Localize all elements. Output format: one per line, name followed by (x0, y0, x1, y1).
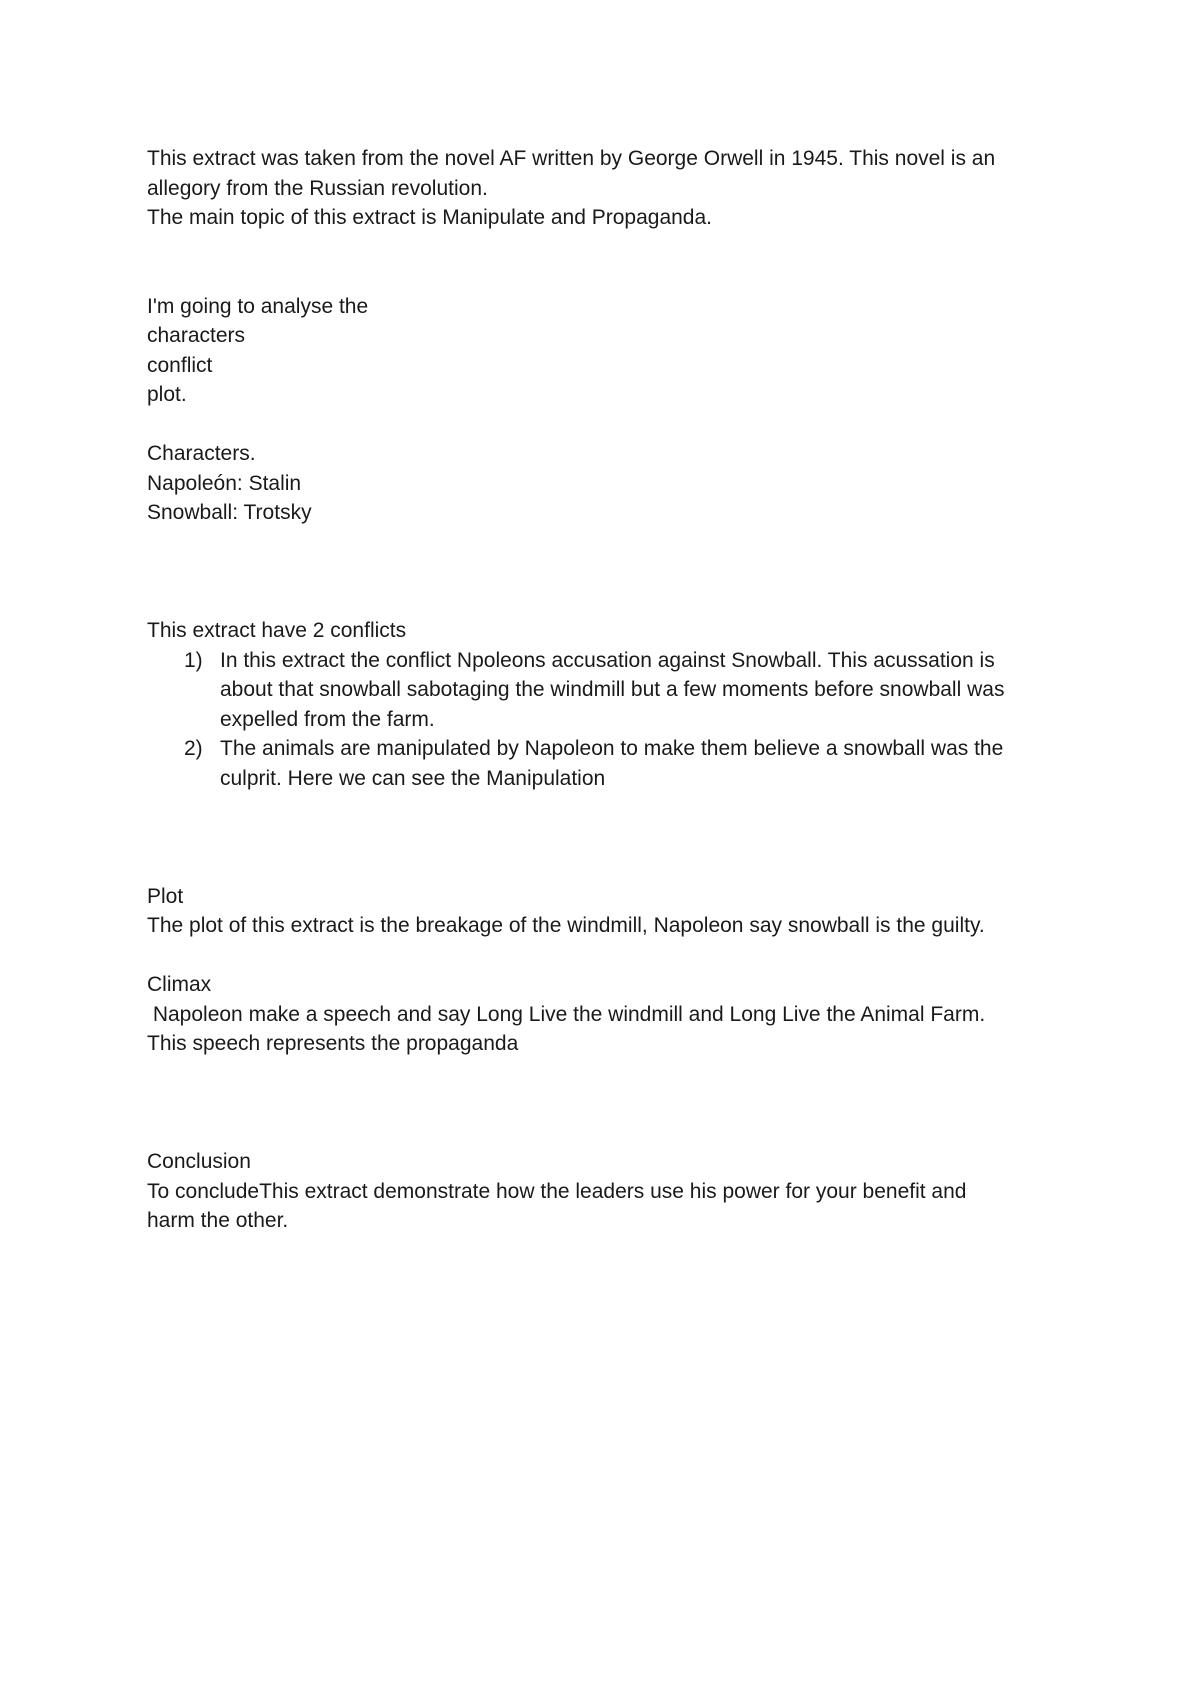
analysis-item-plot: plot. (147, 383, 187, 406)
intro-line-1: This extract was taken from the novel AF written by George Orwell in 1945. This novel is an (147, 147, 996, 170)
spacer (147, 233, 1077, 292)
list-number: 1) (184, 648, 203, 672)
spacer (147, 410, 1077, 440)
analysis-intro: I'm going to analyse the (147, 294, 369, 318)
conflicts-section (147, 616, 1077, 793)
spacer (147, 1059, 1077, 1148)
analysis-list (147, 292, 1077, 410)
climax-section (147, 970, 1077, 1059)
conclusion-heading: Conclusion (147, 1150, 251, 1173)
climax-line-2: This speech represents the propaganda (147, 1032, 519, 1055)
conflicts-list (147, 646, 1077, 794)
characters-section (147, 439, 1077, 528)
character-snowball: Snowball: Trotsky (147, 501, 312, 524)
climax-heading: Climax (147, 973, 212, 996)
spacer (147, 793, 1077, 882)
conclusion-line-2: harm the other. (147, 1209, 289, 1232)
plot-text: The plot of this extract is the breakage of the windmill, Napoleon say snowball is the guilty. (147, 914, 985, 937)
conflict-2-line-2: culprit. Here we can see the Manipulation (220, 766, 606, 790)
conflict-1-line-1: In this extract the conflict Npoleons accusation against Snowball. This acussation is (220, 648, 995, 672)
list-number: 2) (184, 737, 203, 760)
intro-line-3: The main topic of this extract is Manipulate and Propaganda. (147, 206, 712, 229)
conflict-item-2 (147, 734, 1077, 793)
conclusion-section (147, 1147, 1077, 1236)
document-body (147, 144, 1077, 1236)
conflicts-heading: This extract have 2 conflicts (147, 619, 407, 642)
conflict-1-line-2: about that snowball sabotaging the windmill but a few moments before snowball was (220, 678, 1005, 701)
intro-paragraph (147, 144, 1077, 233)
spacer (147, 528, 1077, 617)
conflict-1-line-3: expelled from the farm. (220, 707, 435, 731)
climax-line-1: Napoleon make a speech and say Long Live the windmill and Long Live the Animal Farm. (147, 1002, 986, 1026)
spacer (147, 941, 1077, 971)
conflict-2-line-1: The animals are manipulated by Napoleon to make them believe a snowball was the (220, 737, 1004, 760)
analysis-item-conflict: conflict (147, 353, 213, 377)
character-napoleon: Napoleón: Stalin (147, 471, 302, 495)
conflict-item-1 (147, 646, 1077, 735)
intro-line-2: allegory from the Russian revolution. (147, 176, 488, 200)
plot-heading: Plot (147, 884, 184, 908)
plot-section (147, 882, 1077, 941)
analysis-item-characters: characters (147, 324, 246, 347)
conclusion-line-1: To concludeThis extract demonstrate how the leaders use his power for your benefit and (147, 1179, 967, 1203)
characters-heading: Characters. (147, 442, 256, 465)
